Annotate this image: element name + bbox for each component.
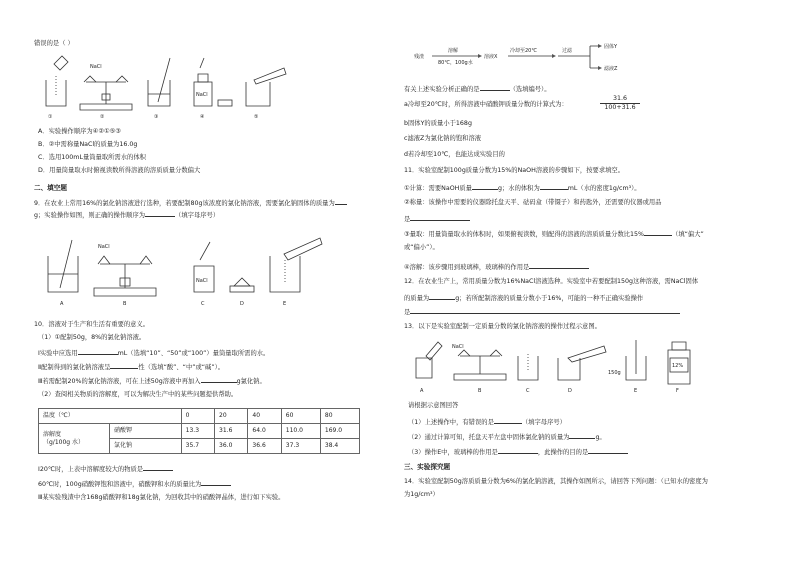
q11-step-2b — [404, 214, 470, 224]
table-row — [39, 409, 360, 424]
q13-2-blank[interactable] — [569, 432, 595, 439]
fig2-c-jar — [194, 242, 214, 292]
fig2-b-balance — [94, 244, 156, 296]
solubility-table — [38, 408, 360, 454]
table-cell: 60 — [281, 409, 320, 424]
ra-text: a冷却至20℃时，所得溶液中硝酸钾质量分数的计算式为： — [404, 101, 568, 108]
table-cell: 38.4 — [320, 439, 359, 454]
fig2-a-stirring — [48, 240, 78, 292]
flow-cool: 冷却至20℃ — [510, 48, 537, 54]
q10-1c-text: Ⅲ若需配制20%的氯化钠溶液，可在上述50g溶液中再加入 — [38, 378, 201, 385]
table-header-temp: 温度（℃） — [39, 409, 182, 424]
q10-1b-text: Ⅱ配制得到的氯化钠溶液呈 — [38, 364, 111, 371]
q11-4-blank[interactable] — [529, 262, 589, 269]
q11-step-3 — [404, 229, 704, 239]
ra-denominator: 100+31.6 — [604, 104, 636, 111]
q12-2-text-2: g；若所配制溶液的质量分数小于16%，可能的一种不正确实验操作 — [455, 295, 644, 302]
fig1-step-5-pouring — [246, 68, 286, 106]
r1-line — [404, 84, 551, 94]
rb-line: b固体Y的质量小于168g — [404, 120, 472, 127]
table-cell: 35.7 — [181, 439, 214, 454]
q13-3-text: （3）操作E中，玻璃棒的作用是 — [408, 449, 498, 456]
q14-line-1: 14．实验室配制50g溶质质量分数为6%的氯化钠溶液，其操作如图所示，请回答下列问题：（已知水的密度为 — [404, 478, 708, 485]
q9-line-1 — [34, 198, 347, 208]
fig3-a-jar — [416, 342, 442, 378]
q10-part-ii — [38, 479, 231, 489]
option-c: C．选用100mL量筒量取所需水的体积 — [38, 154, 146, 161]
fig1-label-3: ③ — [154, 114, 159, 120]
q11-step-4 — [404, 262, 589, 272]
q11-step-1 — [404, 183, 641, 193]
q11-1-text-3: mL（水的密度1g/cm³）。 — [567, 185, 641, 192]
q10-1c-text-2: g氯化钠。 — [236, 378, 266, 385]
q12-blank-1[interactable] — [429, 293, 455, 300]
fig3-b-balance — [452, 344, 506, 380]
q10-part-1: （1）①配制50g，8%的氯化钠溶液。 — [38, 334, 146, 341]
flow-filtrate-z: 滤液Z — [604, 66, 618, 72]
q12-3-text: 是 — [404, 309, 411, 316]
fig1-step-2-balance — [80, 64, 132, 110]
fig2-label-e: E — [283, 301, 287, 306]
q10-ii-text: 60℃时，100g硝酸钾饱和溶液中，硝酸钾和水的质量比为 — [38, 481, 202, 488]
q13-3-blank-2[interactable] — [588, 447, 628, 454]
q10-title: 10．溶液对于生产和生活有重要的意义。 — [34, 321, 150, 328]
option-b: B．②中需称量NaCl的质量为16.0g — [38, 141, 138, 148]
section-heading-fill-in: 二、填空题 — [34, 184, 67, 192]
option-a: A．实验操作顺序为④②①⑤③ — [38, 128, 121, 135]
table-rowhead — [39, 424, 110, 454]
table-cell: 31.6 — [215, 424, 248, 439]
q11-3-text-2: （填“偏大” — [672, 231, 704, 238]
q10-1a-text-2: mL（选填“10”、“50”或“100”）量筒量取所需的水。 — [117, 350, 270, 357]
q12-line-2 — [404, 293, 643, 303]
fig1-jar-label: NaCl — [196, 92, 208, 98]
ra-numerator: 31.6 — [600, 95, 640, 104]
fig3-label-e: E — [634, 388, 638, 394]
q9-text-2: g；实验操作如图，则正确的操作顺序为 — [34, 212, 146, 219]
q10-1b-text-2: 性（选填“酸”、“中”或“碱”）。 — [138, 364, 225, 371]
table-cell: 40 — [248, 409, 281, 424]
fig3-label-a: A — [420, 388, 424, 394]
fig3-f-bottle — [668, 342, 690, 384]
table-cell: 80 — [320, 409, 359, 424]
q13-part-3 — [408, 447, 628, 457]
option-d: D．用量筒量取水时俯视读数所得溶液的溶质质量分数偏大 — [38, 167, 201, 174]
table-cell: 0 — [181, 409, 214, 424]
q10-1a-text: Ⅰ实验中应选用 — [38, 350, 78, 357]
q11-step-3c: 或“偏小”）。 — [404, 244, 439, 251]
fig3-c-beaker — [518, 354, 538, 380]
q12-line-1: 12．在农业生产上，常用质量分数为16%NaCl溶液选种。实验室中若要配制150g这种溶液，需NaCl固体 — [404, 278, 699, 285]
fig1-label-5: ⑤ — [254, 114, 259, 120]
q11-3-text: ③量取：用量筒量取水的体积时，如果俯视读数，则配得的溶液的溶质质量分数比15% — [404, 231, 645, 238]
fig2-jar-label: NaCl — [196, 278, 208, 284]
r1-text: 有关上述实验分析正确的是 — [404, 86, 480, 93]
fig2-label-d: D — [240, 301, 244, 306]
fig3-label-d: D — [568, 388, 572, 394]
q10-part-iii: Ⅲ某实验残渣中含168g硝酸钾和18g氯化钠，为回收其中的硝酸钾晶体，进行如下实验。 — [38, 494, 285, 501]
figure-1-lab-steps — [40, 54, 290, 120]
q13-2-text-2: g。 — [595, 434, 606, 441]
q13-2-text: （2）通过计算可知，托盘天平左盘中固体氯化钠的质量为 — [408, 434, 570, 441]
q13-1-blank[interactable] — [494, 417, 522, 424]
table-cell: 氯化钠 — [110, 439, 182, 454]
fig1-nacl-label: NaCl — [90, 64, 102, 70]
q11-1-blank-2[interactable] — [540, 183, 568, 190]
q11-2-blank[interactable] — [410, 214, 470, 221]
fig3-label-f: F — [676, 388, 679, 394]
q13-1-text: （1）上述操作中，有错误的是 — [408, 419, 494, 426]
fig1-step-4-reagent-jar — [194, 58, 232, 106]
table-cell: 13.3 — [181, 424, 214, 439]
recovery-flowchart — [412, 36, 632, 76]
table-cell: 36.0 — [215, 439, 248, 454]
q10-part-2: （2）查阅相关物质的溶解度，可以为解决生产中的某些问题提供帮助。 — [38, 391, 238, 398]
r1-text-2: （选填编号）。 — [509, 86, 551, 93]
table-cell: 110.0 — [281, 424, 320, 439]
table-cell: 硝酸钾 — [110, 424, 182, 439]
flow-residue: 残渣 — [414, 54, 425, 60]
q10-ii-blank[interactable] — [201, 479, 231, 486]
flow-condition: 80℃，100g水 — [438, 60, 473, 66]
table-rowhead-unit: （g/100g 水） — [43, 438, 84, 446]
q10-i-blank[interactable] — [143, 464, 173, 471]
fig1-label-4: ④ — [200, 114, 205, 120]
q10-1c-blank[interactable] — [201, 376, 237, 383]
q12-line-3 — [404, 307, 680, 317]
q10-part-i — [38, 464, 173, 474]
question-tail: 错误的是（ ） — [34, 40, 74, 47]
q11-step-2: ②称量：该操作中需要的仪器除托盘天平、砝码盒（带镊子）和药匙外，还需要的仪器或用品 — [404, 199, 662, 206]
q9-blank-2[interactable] — [145, 210, 175, 217]
q13-3-blank-1[interactable] — [498, 447, 538, 454]
q13-part-2 — [408, 432, 606, 442]
fig2-nacl-label: NaCl — [98, 244, 110, 250]
fig1-label-1: ① — [48, 114, 53, 120]
table-cell: 20 — [215, 409, 248, 424]
fig2-label-a: A — [60, 301, 64, 306]
table-cell: 169.0 — [320, 424, 359, 439]
q9-text-3: （填字母序号） — [175, 212, 220, 219]
fig1-step-1 — [46, 56, 68, 106]
rc-line: c滤液Z为氯化钠的饱和溶液 — [404, 135, 482, 142]
fig3-bottle-label: 12% — [672, 363, 684, 369]
q13-3-text-2: ，此操作的目的是 — [537, 449, 589, 456]
flow-solid-y: 固体Y — [604, 44, 618, 50]
q10-part-1b — [38, 362, 224, 372]
fig2-d-cylinder — [230, 278, 254, 292]
ra-fraction — [600, 95, 640, 112]
q10-i-text: Ⅰ20℃时，上表中溶解度较大的物质是 — [38, 466, 144, 473]
fig3-label-b: B — [478, 388, 482, 394]
figure-2-lab-steps — [38, 226, 328, 306]
q11-3-blank[interactable] — [644, 229, 672, 236]
table-cell: 36.6 — [248, 439, 281, 454]
table-cell: 37.3 — [281, 439, 320, 454]
rd-line: d若冷却至10℃，也能达成实验目的 — [404, 151, 505, 158]
q11-2b-text: 是 — [404, 216, 411, 223]
fig3-label-c: C — [526, 388, 530, 394]
q11-1-text: ①计算：需要NaOH质量 — [404, 185, 472, 192]
q11-1-text-2: g；水的体积为 — [497, 185, 540, 192]
flow-solution-x: 溶液X — [484, 54, 498, 60]
q11-1-blank-1[interactable] — [472, 183, 498, 190]
figure-3-lab-steps — [408, 336, 708, 394]
fig1-label-2: ② — [100, 114, 105, 120]
q13-part-1 — [408, 417, 566, 427]
q10-1b-blank[interactable] — [110, 362, 138, 369]
q9-blank-1[interactable] — [335, 198, 347, 205]
fig3-d-pouring — [558, 346, 606, 380]
table-cell: 64.0 — [248, 424, 281, 439]
fig3-nacl-label: NaCl — [452, 344, 464, 350]
q12-2-text: 的质量为 — [404, 295, 430, 302]
fig3-mass-label: 150g — [608, 370, 621, 376]
q12-blank-2[interactable] — [410, 307, 680, 314]
fig2-label-b: B — [123, 301, 127, 306]
q10-part-1c — [38, 376, 266, 386]
fig2-label-c: C — [201, 301, 205, 306]
flow-dissolve: 溶解 — [448, 48, 459, 54]
section-heading-experiment: 三、实验探究题 — [404, 463, 451, 471]
q11-title: 11．实验室配制100g质量分数为15%的NaOH溶液的步骤如下，按要求填空。 — [404, 167, 625, 174]
r1-blank[interactable] — [480, 84, 510, 91]
q11-4-text: ④溶解：该步骤用到玻璃棒，玻璃棒的作用是 — [404, 264, 530, 271]
fig3-e-cylinder — [608, 340, 646, 380]
q9-text: 9．在农业上常用16%的氯化钠溶液进行选种，若要配制80g该浓度的氯化钠溶液，需要氯化钠固体的质量为 — [34, 200, 335, 207]
table-row — [39, 424, 360, 439]
q13-1-text-2: （填字母序号） — [521, 419, 566, 426]
q13-title: 13．以下是实验室配制一定质量分数的氯化钠溶液的操作过程示意图。 — [404, 323, 601, 330]
table-rowhead-label: 溶解度 — [43, 430, 62, 438]
flow-filter: 过滤 — [562, 48, 573, 54]
ra-line — [404, 101, 568, 109]
q10-1a-blank[interactable] — [78, 348, 118, 355]
fig2-e-pouring — [270, 238, 322, 292]
q9-line-2 — [34, 210, 219, 220]
q10-part-1a — [38, 348, 269, 358]
fig1-step-3-stirring — [148, 58, 170, 106]
q14-line-2: 为1g/cm³） — [404, 491, 439, 498]
q13-prompt: 请根据示意图回答 — [408, 402, 459, 409]
